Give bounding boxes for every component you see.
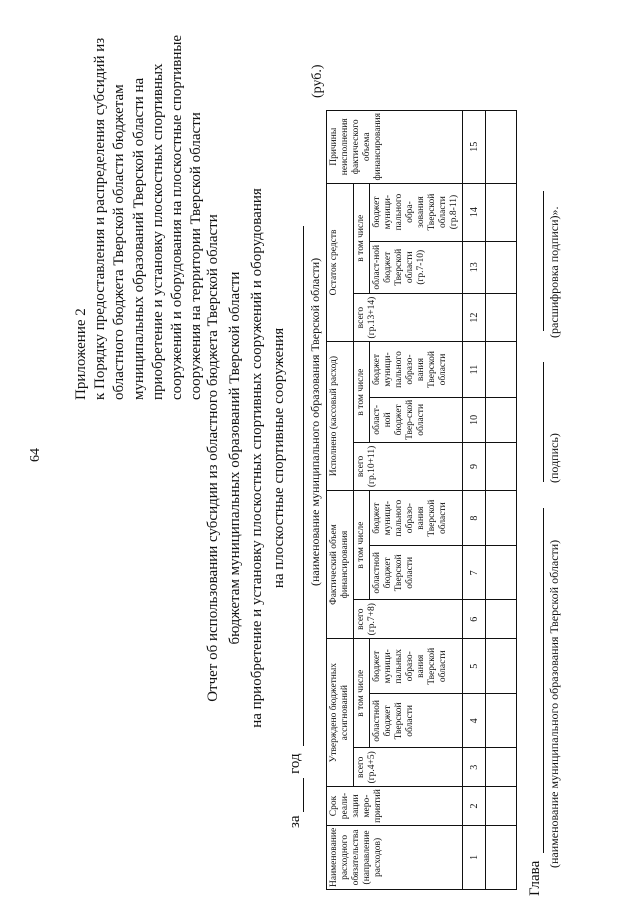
title-line: бюджетам муниципальных образований Тверской области — [227, 271, 243, 645]
caption-name: (расшифровка подписи)». — [547, 206, 561, 338]
header-regional-budget: област-ной бюджет Твер-ской области — [370, 397, 463, 442]
header-term: Срок реали-зации меро-приятий — [327, 787, 463, 826]
header-total: всего (гр.4+5) — [354, 748, 463, 787]
column-number: 3 — [463, 748, 486, 787]
column-number: 4 — [463, 694, 486, 748]
signature-label: Глава — [527, 860, 543, 896]
column-number: 13 — [463, 241, 486, 293]
table-cell — [486, 293, 517, 341]
header-municipal-budget: бюджет муници-пального образо-вания Тверской области — [370, 490, 463, 545]
header-in-that-number: в том числе — [354, 639, 370, 748]
appendix-line: областного бюджета Тверской области бюджетам — [111, 84, 128, 400]
year-blank — [289, 778, 304, 812]
header-name: Наименование расходного обязательства (направление расходов) — [327, 825, 463, 889]
column-number: 5 — [463, 639, 486, 694]
column-number: 6 — [463, 600, 486, 639]
rotated-page — [2, 18, 622, 898]
header-remainder: Остаток средств — [327, 183, 354, 342]
period-suffix: год — [287, 753, 303, 774]
header-regional-budget: областной бюджет Тверской области — [370, 546, 463, 600]
header-in-that-number: в том числе — [354, 183, 370, 293]
signature-line — [527, 191, 544, 896]
appendix-line: Приложение 2 — [73, 308, 89, 400]
period-prefix: за — [287, 815, 303, 828]
header-total: всего (гр.7+8) — [354, 600, 463, 639]
appendix-line: сооружений и оборудования на плоскостные спортивные — [169, 34, 186, 400]
header-total: всего (гр.10+11) — [354, 442, 463, 490]
column-number: 10 — [463, 397, 486, 442]
column-number: 9 — [463, 442, 486, 490]
report-title — [202, 18, 290, 898]
column-number: 1 — [463, 825, 486, 889]
column-number: 2 — [463, 787, 486, 826]
table-cell — [486, 397, 517, 442]
municipality-name-blank — [529, 508, 544, 853]
table-cell — [486, 694, 517, 748]
appendix-header — [72, 10, 206, 400]
column-number: 15 — [463, 111, 486, 184]
header-regional-budget: областной бюджет Тверской области — [370, 694, 463, 748]
column-number: 14 — [463, 183, 486, 241]
report-table — [326, 110, 517, 890]
table-cell — [486, 639, 517, 694]
table-row — [486, 111, 517, 890]
name-blank — [529, 191, 544, 331]
header-in-that-number: в том числе — [354, 490, 370, 599]
header-municipal-budget: бюджет муници-пального образо-вания Тверской области — [370, 342, 463, 397]
appendix-line: муниципальных образований Тверской области на — [130, 77, 147, 400]
header-in-that-number: в том числе — [354, 342, 370, 443]
municipality-caption: (наименование муниципального образования Тверской области) — [308, 257, 322, 586]
appendix-line: к Порядку предоставления и распределения субсидий из — [92, 37, 109, 400]
table-cell — [486, 787, 517, 826]
column-number: 12 — [463, 293, 486, 341]
header-executed: Исполнено (кассовый расход) — [327, 342, 354, 491]
header-total: всего (гр.13+14) — [354, 293, 463, 341]
header-approved: Утверждено бюджетных ассигнований — [327, 639, 354, 787]
header-regional-budget: област-ной бюджет Тверской области (гр.7-10) — [370, 241, 463, 293]
unit-label: (руб.) — [310, 64, 325, 98]
column-number: 7 — [463, 546, 486, 600]
caption-signature: (подпись) — [547, 433, 561, 483]
appendix-line: сооружения на территории Тверской области — [188, 112, 205, 400]
header-actual: Фактический объем финансирования — [327, 490, 354, 638]
title-line: на приобретение и установку плоскостных спортивных сооружений и оборудования — [249, 188, 265, 728]
table-cell — [486, 490, 517, 545]
table-cell — [486, 442, 517, 490]
table-cell — [486, 241, 517, 293]
page-number: 64 — [28, 448, 43, 462]
table-cell — [486, 600, 517, 639]
title-line: на плоскостные спортивные сооружения — [271, 327, 287, 589]
table-cell — [486, 111, 517, 184]
header-municipal-budget: бюджет муници-пальных образо-вания Тверской области — [370, 639, 463, 694]
column-number: 8 — [463, 490, 486, 545]
appendix-line: приобретение и установку плоскостных спортивных — [149, 63, 166, 400]
table-cell — [486, 183, 517, 241]
caption-municipality: (наименование муниципального образования Тверской области) — [547, 539, 561, 868]
column-numbers-row — [463, 111, 486, 890]
table-cell — [486, 342, 517, 397]
table-cell — [486, 825, 517, 889]
table-cell — [486, 748, 517, 787]
signature-blank — [529, 362, 544, 482]
header-municipal-budget: бюджет муници-пального обра-зования Тверской области (гр.8-11) — [370, 183, 463, 241]
title-line: Отчет об использовании субсидии из областного бюджета Тверской области — [205, 214, 221, 702]
header-reasons: Причины неисполнения фактического объема финансирования — [327, 111, 463, 184]
table-cell — [486, 546, 517, 600]
period-line — [287, 226, 304, 828]
column-number: 11 — [463, 342, 486, 397]
municipality-blank — [289, 226, 304, 746]
